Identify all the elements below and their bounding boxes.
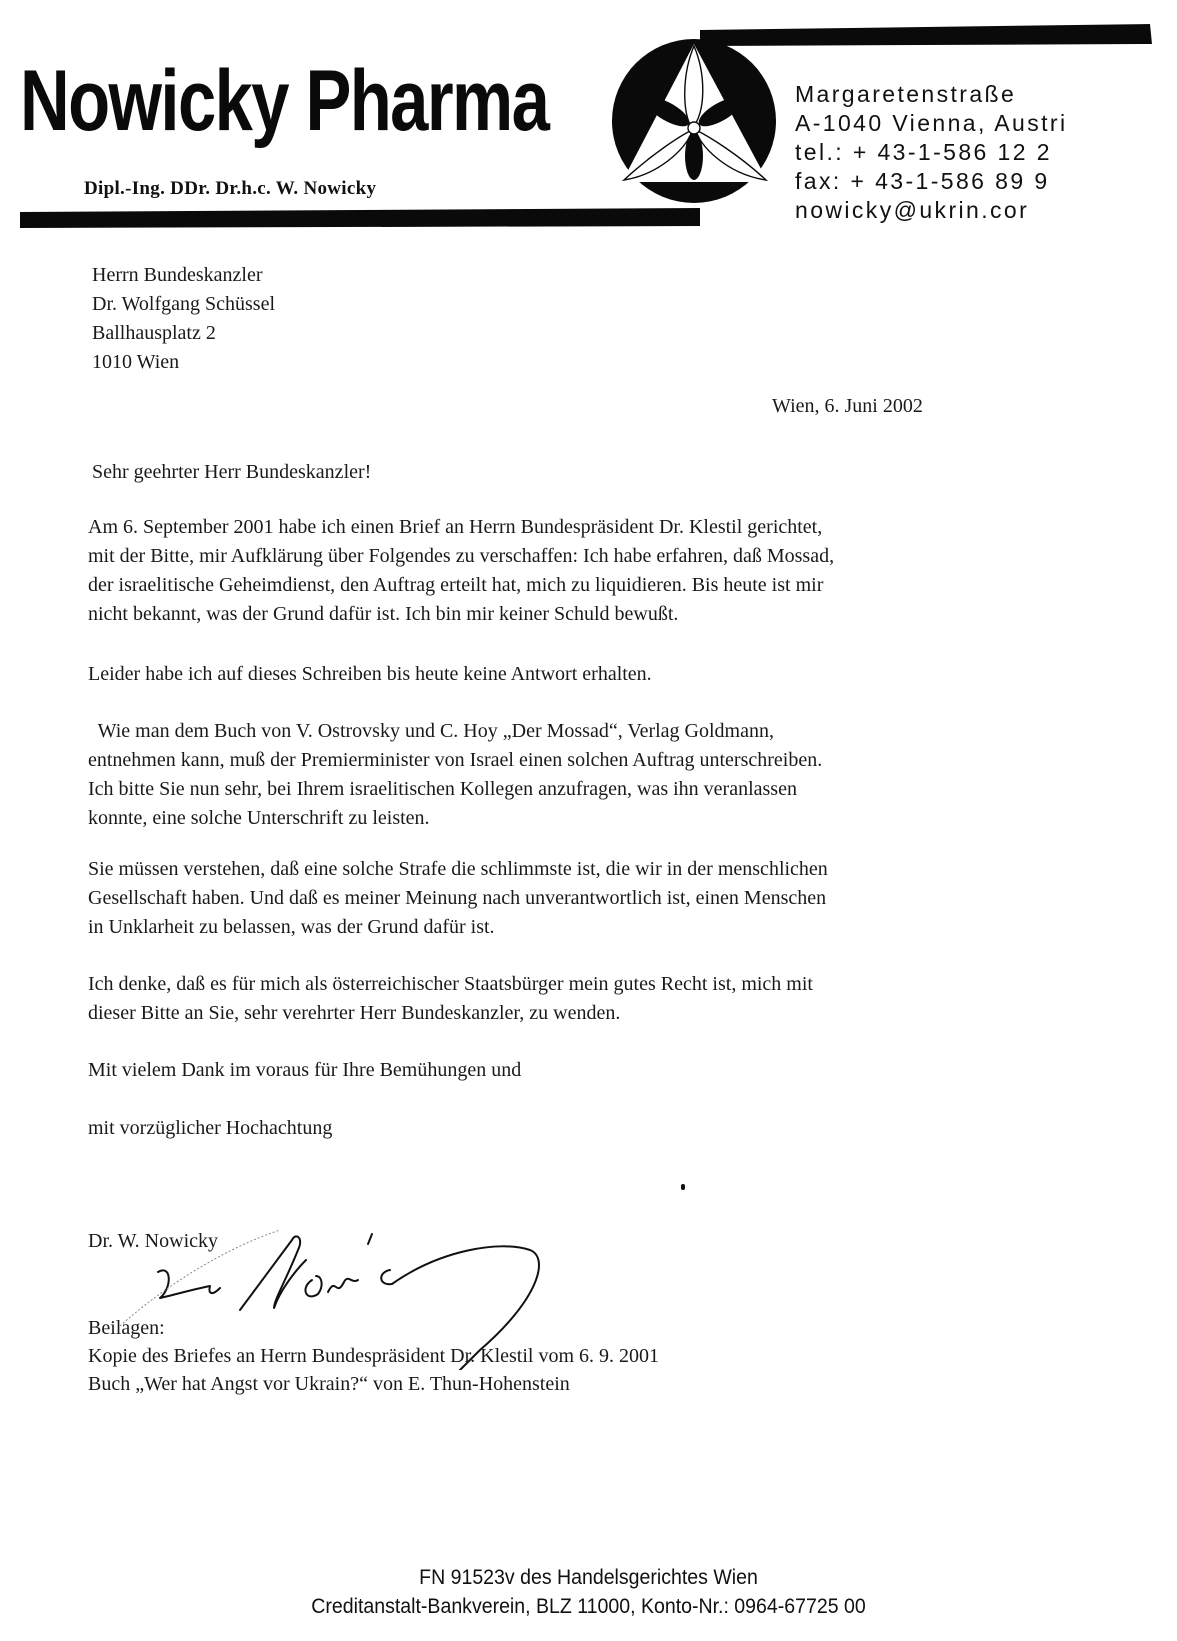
footer-line-register: FN 91523v des Handelsgerichtes Wien bbox=[419, 1566, 758, 1589]
body-line: Mit vielem Dank im voraus für Ihre Bemühungen und bbox=[88, 1059, 522, 1081]
paragraph-6 bbox=[88, 1056, 1048, 1085]
company-name: Nowicky Pharma bbox=[20, 53, 549, 149]
contact-tel: tel.: + 43-1-586 12 2 bbox=[795, 139, 1052, 165]
paragraph-5 bbox=[88, 970, 1048, 1028]
trefoil-logo-icon bbox=[612, 24, 782, 214]
salutation: Sehr geehrter Herr Bundeskanzler! bbox=[92, 461, 372, 483]
footer-line-bank: Creditanstalt-Bankverein, BLZ 11000, Konto-Nr.: 0964-67725 00 bbox=[311, 1595, 866, 1618]
owner-title: Dipl.-Ing. DDr. Dr.h.c. W. Nowicky bbox=[84, 178, 377, 199]
body-line: Ich denke, daß es für mich als österreichischer Staatsbürger mein gutes Recht ist, mich mit bbox=[88, 973, 813, 995]
body-line: der israelitische Geheimdienst, den Auftrag erteilt hat, mich zu liquidieren. Bis heute ist mir bbox=[88, 574, 824, 596]
contact-street: Margaretenstraße bbox=[795, 81, 1017, 107]
body-line: entnehmen kann, muß der Premierminister von Israel einen solchen Auftrag unterschreiben. bbox=[88, 749, 823, 771]
body-line: Ich bitte Sie nun sehr, bei Ihrem israelitischen Kollegen anzufragen, was ihn veranlassen bbox=[88, 778, 797, 800]
contact-email[interactable]: nowicky@ukrin.cor bbox=[795, 197, 1030, 223]
body-line: nicht bekannt, was der Grund dafür ist. Ich bin mir keiner Schuld bewußt. bbox=[88, 603, 679, 625]
enclosure-item: Buch „Wer hat Angst vor Ukrain?“ von E. Thun-Hohenstein bbox=[88, 1373, 570, 1395]
footer bbox=[0, 1563, 1177, 1621]
body-line: Am 6. September 2001 habe ich einen Brief an Herrn Bundespräsident Dr. Klestil gerichtet, bbox=[88, 516, 823, 538]
paragraph-2 bbox=[88, 660, 1048, 689]
enclosure-item: Kopie des Briefes an Herrn Bundespräsident Dr. Klestil vom 6. 9. 2001 bbox=[88, 1345, 660, 1367]
signature-printed-name: Dr. W. Nowicky bbox=[88, 1230, 218, 1252]
paragraph-3 bbox=[88, 717, 1048, 833]
body-line: mit der Bitte, mir Aufklärung über Folgendes zu verschaffen: Ich habe erfahren, daß Mossad, bbox=[88, 545, 835, 567]
bottom-rule bbox=[20, 208, 700, 228]
contact-block bbox=[795, 80, 1160, 225]
body-line: konnte, eine solche Unterschrift zu leisten. bbox=[88, 807, 430, 829]
contact-fax: fax: + 43-1-586 89 9 bbox=[795, 168, 1050, 194]
closing bbox=[88, 1114, 1048, 1143]
recipient-line: Dr. Wolfgang Schüssel bbox=[92, 293, 276, 315]
contact-city: A-1040 Vienna, Austri bbox=[795, 110, 1068, 136]
body-line: mit vorzüglicher Hochachtung bbox=[88, 1117, 333, 1139]
body-line: in Unklarheit zu belassen, was der Grund dafür ist. bbox=[88, 916, 495, 938]
enclosures-label: Beilagen: bbox=[88, 1317, 165, 1339]
paragraph-4 bbox=[88, 855, 1048, 942]
body-line: Leider habe ich auf dieses Schreiben bis heute keine Antwort erhalten. bbox=[88, 663, 652, 685]
recipient-line: Herrn Bundeskanzler bbox=[92, 264, 263, 286]
paragraph-1 bbox=[88, 513, 1048, 629]
recipient-address bbox=[92, 261, 275, 377]
body-line: dieser Bitte an Sie, sehr verehrter Herr Bundeskanzler, zu wenden. bbox=[88, 1002, 621, 1024]
body-line: Wie man dem Buch von V. Ostrovsky und C. Hoy „Der Mossad“, Verlag Goldmann, bbox=[88, 720, 774, 742]
recipient-line: 1010 Wien bbox=[92, 351, 180, 373]
date-line: Wien, 6. Juni 2002 bbox=[772, 395, 923, 417]
recipient-line: Ballhausplatz 2 bbox=[92, 322, 216, 344]
ink-dot bbox=[681, 1184, 685, 1190]
body-line: Sie müssen verstehen, daß eine solche Strafe die schlimmste ist, die wir in der menschlichen bbox=[88, 858, 828, 880]
body-line: Gesellschaft haben. Und daß es meiner Meinung nach unverantwortlich ist, einen Menschen bbox=[88, 887, 827, 909]
